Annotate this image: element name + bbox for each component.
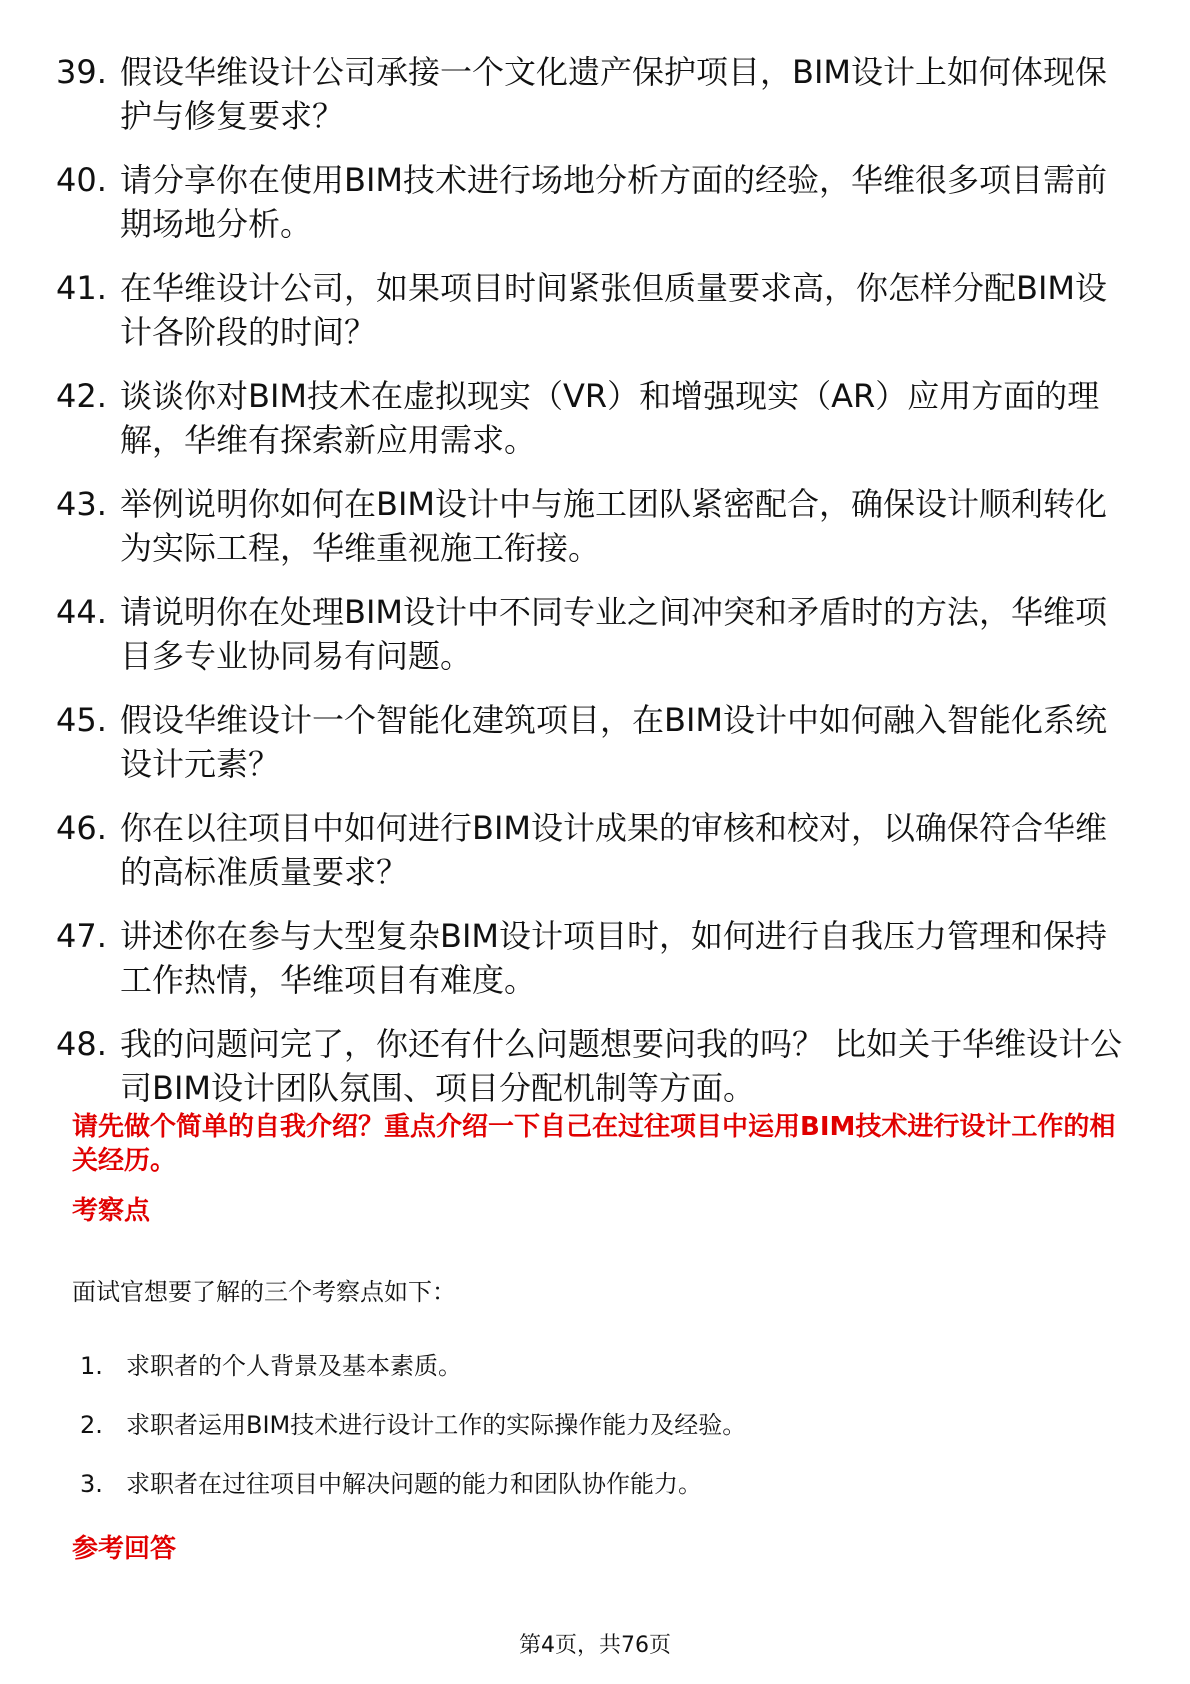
heading-assessment-points: 考察点 [72, 1196, 151, 1226]
question-number: 45. [56, 701, 107, 739]
question-number: 48. [56, 1025, 107, 1063]
question-text: 谈谈你对BIM技术在虚拟现实（VR）和增强现实（AR）应用方面的理解，华维有探索新应用需求。 [120, 377, 1100, 459]
question-text: 请说明你在处理BIM设计中不同专业之间冲突和矛盾时的方法，华维项目多专业协同易有问题。 [120, 593, 1108, 675]
question-text: 在华维设计公司，如果项目时间紧张但质量要求高，你怎样分配BIM设计各阶段的时间？ [120, 269, 1108, 351]
question-number: 43. [56, 485, 107, 523]
question-text: 讲述你在参与大型复杂BIM设计项目时，如何进行自我压力管理和保持工作热情，华维项目有难度。 [120, 917, 1108, 999]
question-item [56, 50, 1136, 138]
question-item [56, 1022, 1136, 1110]
question-number: 44. [56, 593, 107, 631]
assessment-point [80, 1350, 1120, 1382]
question-number: 42. [56, 377, 107, 415]
question-item [56, 914, 1136, 1002]
question-item [56, 266, 1136, 354]
page-footer: 第4页，共76页 [519, 1633, 671, 1658]
point-text: 求职者运用BIM技术进行设计工作的实际操作能力及经验。 [126, 1411, 747, 1439]
point-number: 3. [80, 1470, 103, 1498]
question-text: 假设华维设计一个智能化建筑项目，在BIM设计中如何融入智能化系统设计元素？ [120, 701, 1108, 783]
assessment-point [80, 1468, 1120, 1500]
question-item [56, 698, 1136, 786]
assessment-point [80, 1409, 1120, 1441]
point-text: 求职者在过往项目中解决问题的能力和团队协作能力。 [126, 1470, 702, 1498]
question-item [56, 806, 1136, 894]
question-number: 40. [56, 161, 107, 199]
assessment-point-list [80, 1350, 1120, 1527]
question-number: 46. [56, 809, 107, 847]
self-intro-question: 请先做个简单的自我介绍？重点介绍一下自己在过往项目中运用BIM技术进行设计工作的相关经历。 [72, 1112, 1116, 1176]
question-text: 假设华维设计公司承接一个文化遗产保护项目，BIM设计上如何体现保护与修复要求？ [120, 53, 1108, 135]
question-text: 你在以往项目中如何进行BIM设计成果的审核和校对，以确保符合华维的高标准质量要求？ [120, 809, 1108, 891]
question-number: 39. [56, 53, 107, 91]
question-number: 47. [56, 917, 107, 955]
point-number: 1. [80, 1352, 103, 1380]
question-number: 41. [56, 269, 107, 307]
question-text: 我的问题问完了，你还有什么问题想要问我的吗？ 比如关于华维设计公司BIM设计团队氛围、项目分配机制等方面。 [120, 1025, 1123, 1107]
heading-reference-answer: 参考回答 [72, 1534, 177, 1564]
question-item [56, 158, 1136, 246]
question-item [56, 374, 1136, 462]
point-number: 2. [80, 1411, 103, 1439]
question-text: 举例说明你如何在BIM设计中与施工团队紧密配合，确保设计顺利转化为实际工程，华维重视施工衔接。 [120, 485, 1108, 567]
question-item [56, 482, 1136, 570]
assessment-intro: 面试官想要了解的三个考察点如下： [72, 1278, 456, 1306]
point-text: 求职者的个人背景及基本素质。 [126, 1352, 462, 1380]
question-list [56, 50, 1136, 1130]
question-text: 请分享你在使用BIM技术进行场地分析方面的经验，华维很多项目需前期场地分析。 [120, 161, 1108, 243]
question-item [56, 590, 1136, 678]
